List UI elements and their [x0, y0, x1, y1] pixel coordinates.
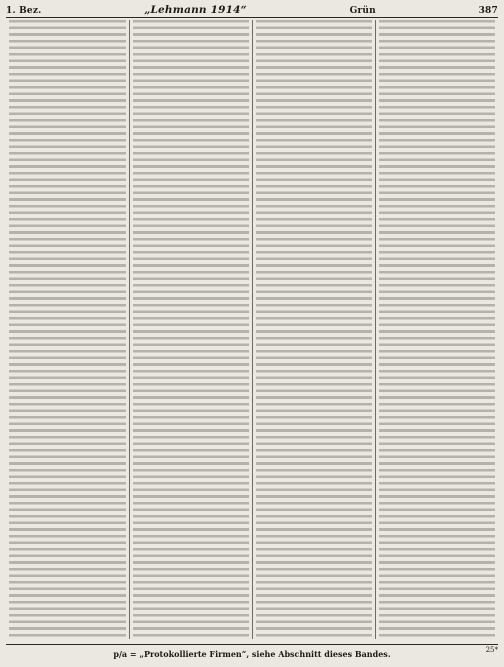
- header-title: „Lehmann 1914“: [144, 4, 247, 16]
- page-header: [6, 4, 498, 18]
- directory-column-4: [375, 20, 498, 639]
- directory-column-1: [6, 20, 129, 639]
- header-right: Grün: [349, 6, 376, 16]
- footer-note: p/a = „Protokollierte Firmen“, siehe Abschnitt dieses Bandes.: [113, 649, 391, 659]
- page-footer: [6, 644, 498, 663]
- directory-columns: [6, 20, 498, 639]
- header-left: 1. Bez.: [6, 6, 42, 16]
- page-number: 387: [478, 6, 498, 16]
- directory-column-3: [252, 20, 375, 639]
- footer-mark: 25*: [485, 646, 498, 654]
- directory-column-2: [129, 20, 252, 639]
